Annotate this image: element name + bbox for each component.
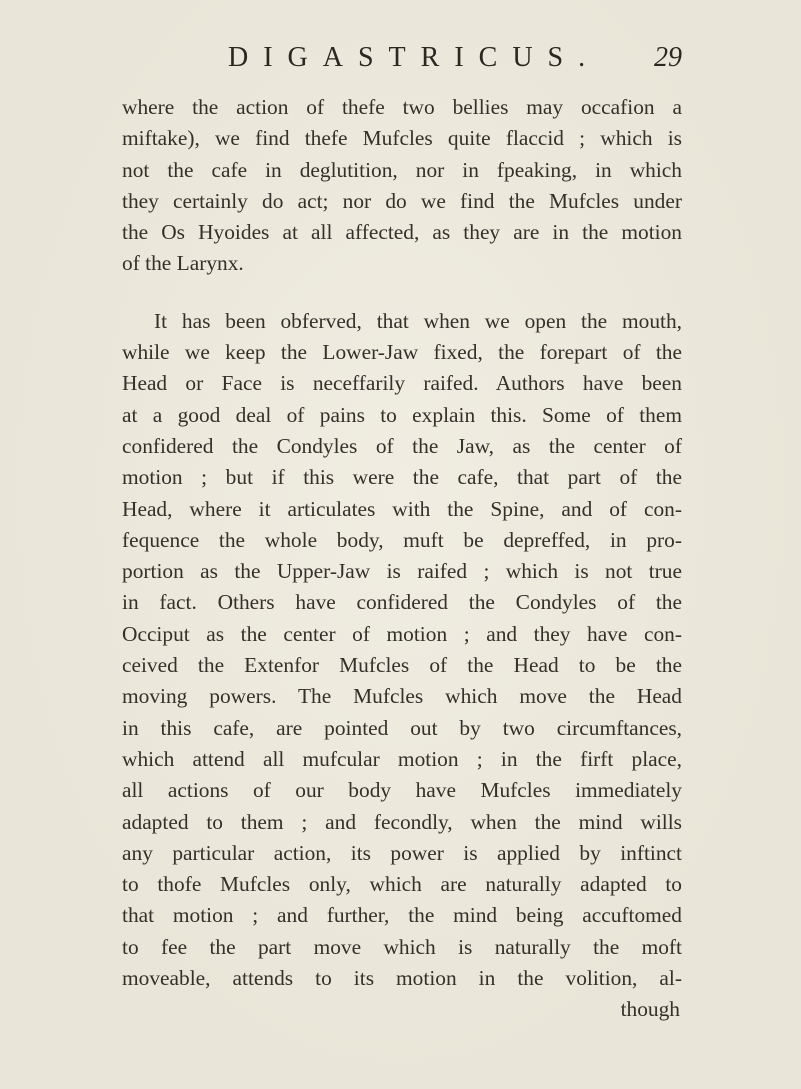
paragraph-2 [122, 306, 682, 995]
text-line: the Os Hyoides at all affected, as they are in the motion [122, 220, 682, 245]
text-line: Occiput as the center of motion ; and they have con- [122, 621, 682, 646]
text-line: portion as the Upper-Jaw is raifed ; which is not true [122, 559, 682, 584]
text-line: moveable, attends to its motion in the volition, al- [122, 966, 682, 991]
text-line: which attend all mufcular motion ; in the firft place, [122, 746, 682, 771]
text-line: in this cafe, are pointed out by two circumftances, [122, 715, 682, 740]
text-line: motion ; but if this were the cafe, that part of the [122, 465, 682, 490]
running-title: DIGASTRICUS. [228, 42, 601, 73]
text-line: to thofe Mufcles only, which are naturally adapted to [122, 872, 682, 897]
body-text [122, 92, 682, 1025]
text-line: to fee the part move which is naturally the moft [122, 934, 682, 959]
text-line: of the Larynx. [122, 251, 244, 276]
text-line: in fact. Others have confidered the Condyles of the [122, 590, 682, 615]
text-line: miftake), we find thefe Mufcles quite flaccid ; which is [122, 126, 682, 151]
text-line: they certainly do act; nor do we find the Mufcles under [122, 188, 682, 213]
text-line: Head, where it articulates with the Spine, and of con- [122, 496, 682, 521]
text-line: any particular action, its power is applied by inftinct [122, 840, 682, 865]
text-line: where the action of thefe two bellies may occafion a [122, 95, 682, 119]
page-number: 29 [654, 42, 682, 73]
text-line: that motion ; and further, the mind being accuftomed [122, 903, 682, 928]
text-line: all actions of our body have Mufcles immediately [122, 778, 682, 803]
catchword: though [620, 997, 680, 1022]
text-line: at a good deal of pains to explain this. Some of them [122, 402, 682, 427]
running-head [0, 42, 801, 82]
text-line: Head or Face is neceffarily raifed. Authors have been [122, 371, 682, 396]
text-line: ceived the Extenfor Mufcles of the Head to be the [122, 653, 682, 678]
text-line: moving powers. The Mufcles which move the Head [122, 684, 682, 709]
text-line: fequence the whole body, muft be depreffed, in pro- [122, 527, 682, 552]
paragraph-1 [122, 92, 682, 280]
text-line: adapted to them ; and fecondly, when the mind wills [122, 809, 682, 834]
text-line: confidered the Condyles of the Jaw, as the center of [122, 433, 682, 458]
paragraph-gap [122, 280, 682, 306]
text-line: not the cafe in deglutition, nor in fpeaking, in which [122, 157, 682, 182]
text-line: It has been obferved, that when we open the mouth, [154, 308, 682, 333]
text-line: while we keep the Lower-Jaw fixed, the forepart of the [122, 340, 682, 365]
